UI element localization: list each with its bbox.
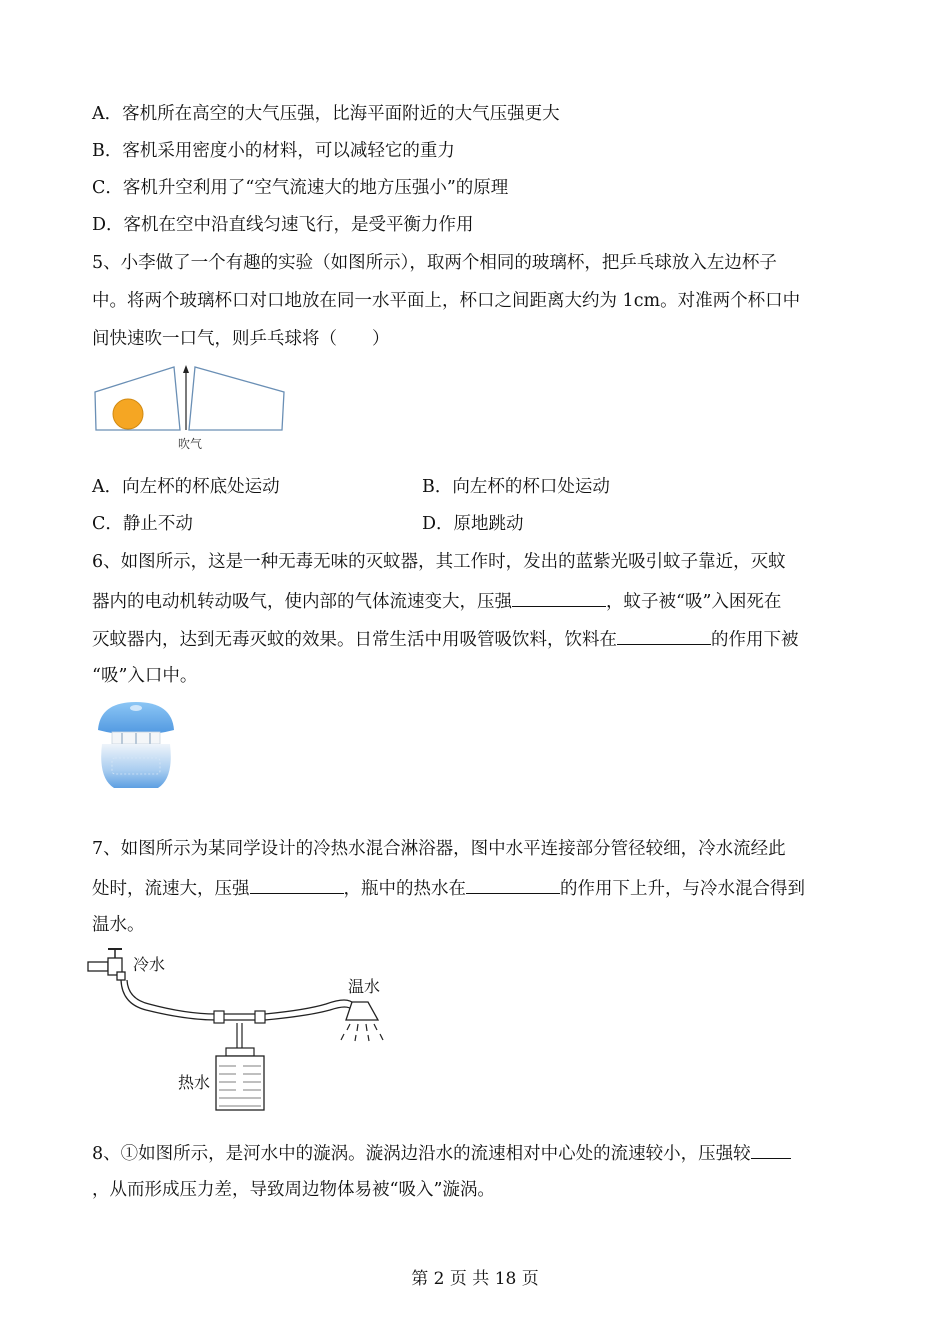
q7-text-2b: ，瓶中的热水在: [343, 879, 466, 899]
hot-water-label: 热水: [178, 1073, 211, 1092]
q7-stem-line-2: [92, 875, 805, 901]
q6-blank-1[interactable]: [512, 588, 606, 607]
q4-option-b: B．客机采用密度小的材料，可以减轻它的重力: [92, 141, 455, 161]
lamp-top-knob: [130, 705, 142, 711]
q5-option-a: A．向左杯的杯底处运动: [92, 477, 280, 497]
q7-stem-line-3: 温水。: [92, 915, 145, 935]
q7-text-2c: 的作用下上升，与冷水混合得到: [560, 879, 805, 899]
page-footer: 第 2 页 共 18 页: [411, 1269, 539, 1289]
q4-option-a: A．客机所在高空的大气压强，比海平面附近的大气压强更大: [92, 104, 560, 124]
q6-text-2b: ，蚊子被“吸”入困死在: [606, 592, 782, 612]
q7-shower-figure: [86, 944, 396, 1114]
q8-text-1: 8、①如图所示，是河水中的漩涡。漩涡边沿水的流速相对中心处的流速较小，压强较: [92, 1144, 751, 1164]
q5-option-d: D．原地跳动: [422, 514, 524, 534]
faucet-pipe: [88, 962, 108, 971]
q5-stem-line-3: 间快速吹一口气，则乒乓球将（ ）: [92, 329, 390, 349]
q5-cups-figure: [92, 362, 292, 457]
water-spray: [341, 1024, 383, 1041]
q4-option-d: D．客机在空中沿直线匀速飞行，是受平衡力作用: [92, 215, 474, 235]
q8-stem-line-1: [92, 1140, 791, 1166]
q6-stem-line-4: “吸”入口中。: [92, 666, 198, 686]
cold-water-label: 冷水: [133, 955, 166, 974]
arrow-head-icon: [183, 365, 189, 373]
q8-stem-line-2: ，从而形成压力差，导致周边物体易被“吸入”漩涡。: [92, 1180, 495, 1200]
ping-pong-ball: [113, 399, 143, 429]
hot-water-bottle: [216, 1056, 264, 1110]
q7-text-2a: 处时，流速大，压强: [92, 879, 250, 899]
q6-mosquito-lamp-figure: [92, 700, 180, 792]
q5-stem-line-2: 中。将两个玻璃杯口对口地放在同一水平面上，杯口之间距离大约为 1cm。对准两个杯口中: [92, 291, 801, 311]
q6-stem-line-2: [92, 588, 781, 614]
q7-blank-2[interactable]: [466, 875, 560, 894]
bottle-neck: [226, 1048, 254, 1056]
blow-label: 吹气: [177, 437, 203, 451]
warm-water-label: 温水: [348, 977, 381, 996]
q6-text-3a: 灭蚊器内，达到无毒灭蚊的效果。日常生活中用吸管吸饮料，饮料在: [92, 630, 617, 650]
q5-option-c: C．静止不动: [92, 514, 193, 534]
q4-option-c: C．客机升空利用了“空气流速大的地方压强小”的原理: [92, 178, 509, 198]
q6-stem-line-3: [92, 626, 799, 652]
q6-blank-2[interactable]: [617, 626, 711, 645]
shower-head: [346, 1002, 378, 1020]
q5-stem-line-1: 5、小李做了一个有趣的实验（如图所示），取两个相同的玻璃杯，把乒乓球放入左边杯子: [92, 253, 777, 273]
q6-text-3b: 的作用下被: [711, 630, 799, 650]
tube-joint-right: [255, 1011, 265, 1023]
tube-joint-left: [214, 1011, 224, 1023]
q5-option-b: B．向左杯的杯口处运动: [422, 477, 610, 497]
q7-stem-line-1: 7、如图所示为某同学设计的冷热水混合淋浴器，图中水平连接部分管径较细，冷水流经此: [92, 839, 786, 859]
q6-stem-line-1: 6、如图所示，这是一种无毒无味的灭蚊器，其工作时，发出的蓝紫光吸引蚊子靠近，灭蚊: [92, 552, 786, 572]
right-cup: [189, 367, 284, 430]
q6-text-2a: 器内的电动机转动吸气，使内部的气体流速变大，压强: [92, 592, 512, 612]
q7-blank-1[interactable]: [250, 875, 344, 894]
q8-blank-1[interactable]: [751, 1140, 791, 1159]
